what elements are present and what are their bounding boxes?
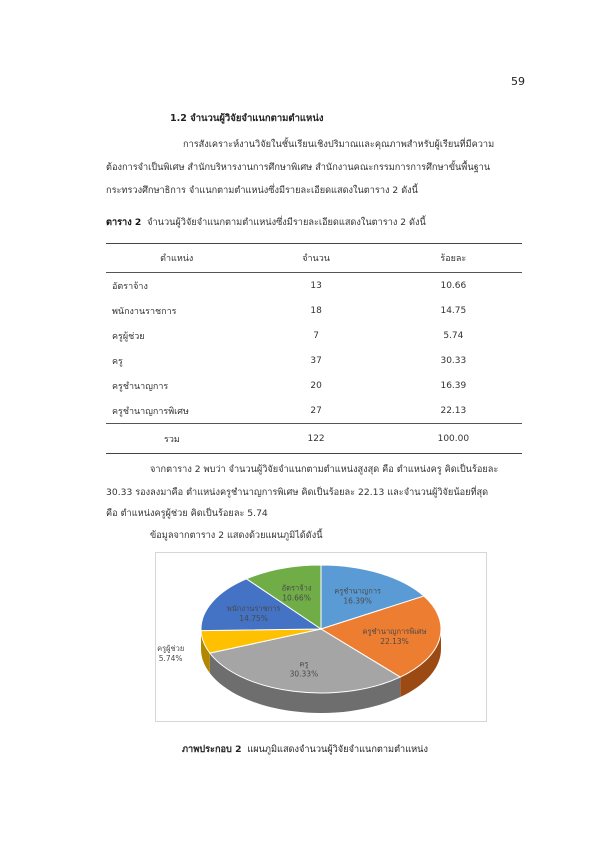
cell-count: 7 — [313, 330, 319, 341]
table-header-position: ตำแหน่ง — [106, 244, 247, 273]
summary-line-2: 30.33 รองลงมาคือ ตำแหน่งครูชำนาญการพิเศษ คิดเป็นร้อยละ 22.13 และจำนวนผู้วิจัยน้อยที่สุด — [106, 487, 489, 498]
cell-position: ครูชำนาญการ — [112, 381, 169, 392]
intro-line-2: ต้องการจำเป็นพิเศษ สำนักบริหารงานการศึกษาพิเศษ สำนักงานคณะกรรมการการศึกษาขั้นพื้นฐาน — [106, 162, 491, 173]
cell-percent: 5.74 — [443, 330, 464, 341]
table-caption — [106, 215, 426, 230]
cell-position: ครูชำนาญการพิเศษ — [112, 406, 189, 417]
table-row — [106, 348, 522, 373]
cell-position: พนักงานราชการ — [112, 306, 177, 317]
cell-count: 18 — [310, 305, 322, 316]
table-caption-label: ตาราง 2 — [106, 217, 142, 228]
cell-total-label: รวม — [106, 424, 247, 454]
pie-slice-value: 14.75% — [239, 614, 268, 624]
cell-count: 27 — [310, 405, 322, 416]
intro-line-1: การสังเคราะห์งานวิจัยในชั้นเรียนเชิงปริมาณและคุณภาพสำหรับผู้เรียนที่มีความ — [183, 139, 495, 150]
cell-percent: 22.13 — [440, 405, 467, 416]
figure-caption-text: แผนภูมิแสดงจำนวนผู้วิจัยจำแนกตามตำแหน่ง — [247, 744, 428, 755]
cell-percent: 14.75 — [440, 305, 467, 316]
cell-total-percent: 100.00 — [385, 424, 522, 454]
section-title: 1.2 จำนวนผู้วิจัยจำแนกตามตำแหน่ง — [170, 113, 324, 124]
intro-line-3: กระทรวงศึกษาธิการ จำแนกตามตำแหน่งซึ่งมีรายละเอียดแสดงในตาราง 2 ดังนี้ — [106, 185, 418, 196]
table-total-row — [106, 424, 522, 454]
position-table — [106, 243, 522, 454]
pie-slice-label: ครูชำนาญการ — [334, 586, 382, 596]
pie-slice-label: ครู — [299, 659, 309, 669]
cell-total-count: 122 — [247, 424, 384, 454]
table-row — [106, 323, 522, 348]
table-row — [106, 298, 522, 323]
cell-percent: 10.66 — [440, 280, 467, 291]
pie-slice-value: 16.39% — [343, 596, 372, 606]
page-number: 59 — [511, 75, 525, 88]
summary-line-1: จากตาราง 2 พบว่า จำนวนผู้วิจัยจำแนกตามตำแหน่งสูงสุด คือ ตำแหน่งครู คิดเป็นร้อยละ — [150, 464, 499, 475]
chart-intro: ข้อมูลจากตาราง 2 แสดงด้วยแผนภูมิได้ดังนี้ — [150, 530, 323, 541]
table-row — [106, 398, 522, 424]
cell-position: อัตราจ้าง — [112, 281, 148, 292]
cell-position: ครู — [112, 356, 123, 367]
table-caption-text: จำนวนผู้วิจัยจำแนกตามตำแหน่งซึ่งมีรายละเอียดแสดงในตาราง 2 ดังนี้ — [147, 217, 426, 228]
table-header-count: จำนวน — [247, 244, 384, 273]
table-header-row — [106, 244, 522, 273]
figure-caption-label: ภาพประกอบ 2 — [182, 744, 242, 755]
pie-slice-label: ครูผู้ช่วย — [157, 643, 185, 653]
cell-percent: 30.33 — [440, 355, 467, 366]
pie-chart-frame — [155, 552, 487, 722]
pie-slice-label: อัตราจ้าง — [281, 583, 312, 593]
pie-slice-value: 22.13% — [380, 637, 409, 647]
table-row — [106, 273, 522, 299]
pie-slice-value: 30.33% — [289, 669, 319, 679]
cell-percent: 16.39 — [440, 380, 467, 391]
pie-chart — [156, 553, 486, 721]
cell-count: 20 — [310, 380, 322, 391]
pie-slice-label: ครูชำนาญการพิเศษ — [362, 627, 427, 637]
cell-count: 13 — [310, 280, 322, 291]
pie-slice-value: 10.66% — [282, 593, 311, 603]
cell-count: 37 — [310, 355, 322, 366]
figure-caption — [182, 742, 428, 757]
pie-slice-label: พนักงานราชการ — [226, 604, 281, 614]
table-header-percent: ร้อยละ — [385, 244, 522, 273]
summary-line-3: คือ ตำแหน่งครูผู้ช่วย คิดเป็นร้อยละ 5.74 — [106, 508, 268, 519]
cell-position: ครูผู้ช่วย — [112, 331, 145, 342]
table-row — [106, 373, 522, 398]
pie-slice-value: 5.74% — [158, 653, 183, 663]
